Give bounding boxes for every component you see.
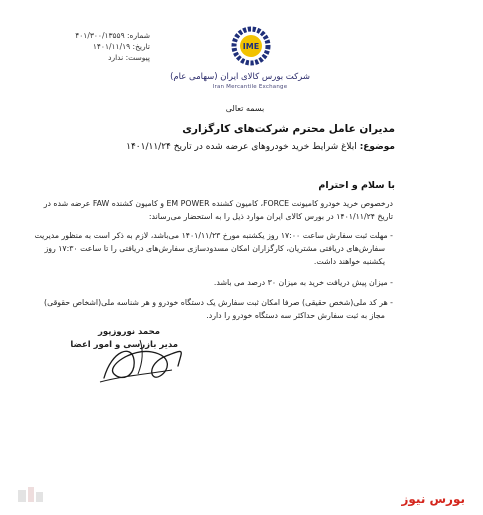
item-1-line-1: - مهلت ثبت سفارش ساعت ۱۷:۰۰ روز یکشنبه مورخ ۱۴۰۱/۱۱/۲۳ می‌باشد، لازم به ذکر است به منظور مدیریت <box>34 231 393 240</box>
subject-text: ابلاغ شرایط خرید خودروهای عرضه شده در تاریخ ۱۴۰۱/۱۱/۲۴ <box>126 142 357 152</box>
letter-date: تاریخ: ۱۴۰۱/۱۱/۱۹ <box>92 42 150 51</box>
intro-line-2: تاریخ ۱۴۰۱/۱۱/۲۴ در بورس کالای ایران موارد ذیل را به استحضار می‌رساند: <box>148 212 393 221</box>
basmala: بسمه تعالی <box>225 104 265 113</box>
letter-attachment: پیوست: ندارد <box>108 53 150 62</box>
logo-name-en: Iran Mercantile Exchange <box>212 84 288 90</box>
item-3-line-1: - هر کد ملی(شخص حقیقی) صرفا امکان ثبت سفارش یک دستگاه خودرو و هر شناسه ملی(اشخاص حقوقی) <box>44 298 393 307</box>
subject-line <box>126 142 395 152</box>
signatory-role: مدیر بازرسی و امور اعضا <box>70 340 178 350</box>
letter-number: شماره: ۴۰۱/۳۰۰/۱۳۵۵۹ <box>75 31 150 40</box>
item-2: - میزان پیش دریافت خرید به میزان ۳۰ درصد می باشد. <box>213 278 393 287</box>
ime-logo-icon <box>231 26 271 66</box>
item-1-line-2: سفارش‌های دریافتی مشتریان، کارگزاران امکان مسدودسازی سفارش‌های دریافتی را تا ساعت ۱۷:۳۰ روز <box>44 244 385 253</box>
logo-name-fa: شرکت بورس کالای ایران (سهامی عام) <box>170 72 310 82</box>
logo-letters: IME <box>242 42 260 51</box>
signatory-name: محمد نوروزپور <box>98 327 160 337</box>
watermark-icon <box>16 484 46 504</box>
greeting: با سلام و احترام <box>318 180 395 191</box>
intro-line-1: درخصوص خرید خودرو کامیونت FORCE، کامیون کشنده EM POWER و کامیون کشنده FAW عرضه شده در <box>43 199 393 208</box>
subject-label: موضوع: <box>359 142 395 152</box>
item-1-line-3: یکشنبه خواهند داشت. <box>313 257 385 266</box>
footer-brand: بورس نیوز <box>401 492 465 506</box>
reference-block <box>60 30 150 63</box>
item-3-line-2: مجاز به ثبت سفارش حداکثر سه دستگاه خودرو را دارد. <box>206 311 385 320</box>
handwritten-signature <box>92 330 187 390</box>
addressee: مدیران عامل محترم شرکت‌های کارگزاری <box>182 123 395 135</box>
